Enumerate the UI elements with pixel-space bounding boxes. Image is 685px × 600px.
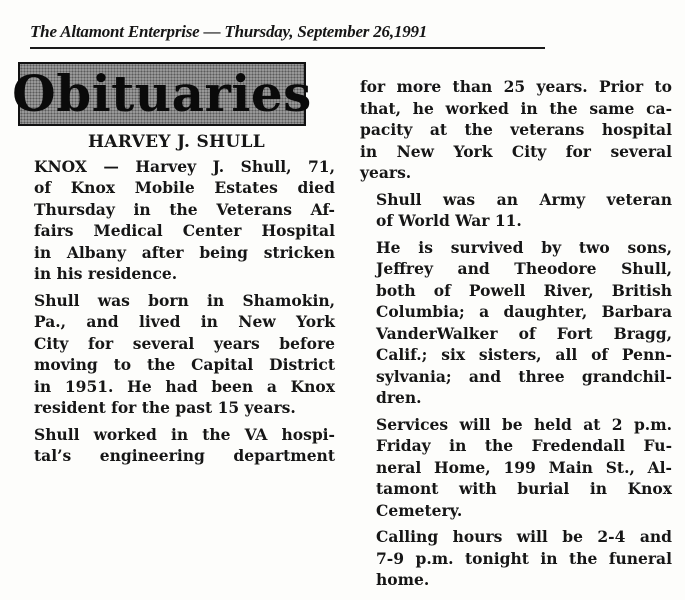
left-column: [18, 130, 335, 472]
text-line: He is survived by two sons,: [376, 237, 672, 257]
text-line: KNOX — Harvey J. Shull, 71,: [34, 156, 335, 176]
text-line: Shull was an Army veteran: [376, 189, 672, 209]
paragraph-4: [360, 189, 672, 232]
text-line: City for several years before: [34, 333, 335, 353]
masthead-rule: [30, 47, 545, 49]
paragraph-3: [18, 424, 335, 467]
text-line: resident for the past 15 years.: [34, 398, 296, 417]
text-line: in 1951. He had been a Knox: [34, 376, 335, 396]
masthead: The Altamont Enterprise — Thursday, September 26,1991: [30, 22, 428, 41]
text-line: years.: [360, 163, 412, 182]
obituaries-banner: [12, 62, 312, 126]
paragraph-2: [18, 290, 335, 419]
text-line: VanderWalker of Fort Bragg,: [376, 323, 672, 343]
banner-title: Obituaries: [12, 64, 312, 123]
text-line: Cemetery.: [376, 500, 463, 520]
text-line: Thursday in the Veterans Af-: [34, 199, 335, 219]
paragraph-6: [360, 414, 672, 522]
text-line: pacity at the veterans hospital: [360, 120, 672, 139]
text-line: Pa., and lived in New York: [34, 312, 335, 331]
text-line: of Knox Mobile Estates died: [34, 178, 335, 197]
text-line: Calling hours will be 2-4 and: [376, 527, 672, 546]
text-line: 7-9 p.m. tonight in the funeral: [376, 548, 672, 568]
text-line: Shull was born in Shamokin,: [34, 290, 335, 310]
text-line: neral Home, 199 Main St., Al-: [376, 457, 672, 477]
text-line: for more than 25 years. Prior to: [360, 77, 672, 96]
paragraph-7: [360, 526, 672, 591]
text-line: Services will be held at 2 p.m.: [376, 414, 672, 434]
paragraph-3-continued: [360, 76, 672, 184]
paragraph-1: [18, 156, 335, 285]
text-line: Jeffrey and Theodore Shull,: [376, 259, 672, 278]
text-line: tamont with burial in Knox: [376, 479, 672, 498]
text-line: dren.: [376, 388, 422, 407]
text-line: of World War 11.: [376, 211, 522, 230]
text-line: both of Powell River, British: [376, 280, 672, 300]
text-line: in New York City for several: [360, 141, 672, 161]
text-line: in his residence.: [34, 264, 178, 283]
text-line: sylvania; and three grandchil-: [376, 366, 672, 386]
right-column: [360, 76, 672, 596]
deceased-name: HARVEY J. SHULL: [87, 132, 266, 152]
paragraph-5: [360, 237, 672, 409]
text-line: Shull worked in the VA hospi-: [34, 424, 335, 444]
text-line: Friday in the Fredendall Fu-: [376, 436, 672, 455]
text-line: moving to the Capital District: [34, 355, 335, 374]
text-line: home.: [376, 570, 430, 589]
text-line: tal’s engineering department: [34, 446, 335, 465]
text-line: Columbia; a daughter, Barbara: [376, 302, 672, 321]
text-line: in Albany after being stricken: [34, 242, 335, 262]
text-line: Calif.; six sisters, all of Penn-: [376, 345, 672, 364]
text-line: fairs Medical Center Hospital: [34, 221, 335, 240]
text-line: that, he worked in the same ca-: [360, 98, 672, 118]
